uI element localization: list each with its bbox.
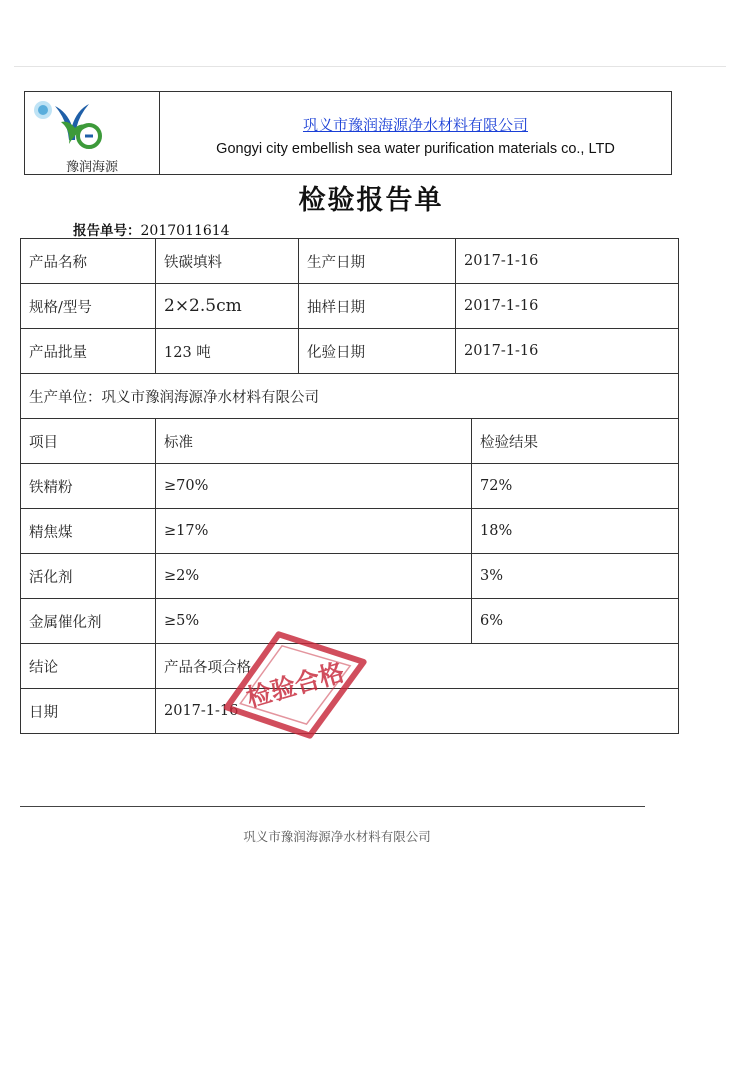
table-row <box>21 464 679 509</box>
sampling-date-label: 抽样日期 <box>299 284 456 329</box>
letterhead <box>24 91 672 175</box>
footer-divider <box>20 806 645 807</box>
logo-cell <box>25 92 160 174</box>
manufacturer: 生产单位：巩义市豫润海源净水材料有限公司 <box>21 374 679 419</box>
sampling-date-value: 2017-1-16 <box>456 284 679 329</box>
spec-label: 规格/型号 <box>21 284 156 329</box>
item-standard: ≥2% <box>156 554 472 599</box>
test-date-label: 化验日期 <box>299 329 456 374</box>
scan-edge-line <box>14 66 726 67</box>
test-date-value: 2017-1-16 <box>456 329 679 374</box>
item-name: 精焦煤 <box>21 509 156 554</box>
inspection-table <box>20 238 679 734</box>
table-row <box>21 509 679 554</box>
report-number <box>73 219 230 239</box>
table-header-row <box>21 419 679 464</box>
report-number-label: 报告单号： <box>73 223 141 239</box>
date-value: 2017-1-16 <box>156 689 679 734</box>
item-result: 3% <box>472 554 679 599</box>
report-number-value: 2017011614 <box>140 223 230 239</box>
company-logo-icon <box>31 96 111 156</box>
production-date-value: 2017-1-16 <box>456 239 679 284</box>
production-date-label: 生产日期 <box>299 239 456 284</box>
conclusion-label: 结论 <box>21 644 156 689</box>
footer-company: 巩义市豫润海源净水材料有限公司 <box>243 829 431 844</box>
spec-value: 2×2.5cm <box>156 284 299 329</box>
date-label: 日期 <box>21 689 156 734</box>
batch-value: 123 吨 <box>156 329 299 374</box>
item-result: 6% <box>472 599 679 644</box>
table-row <box>21 284 679 329</box>
table-row <box>21 554 679 599</box>
item-name: 活化剂 <box>21 554 156 599</box>
product-name-value: 铁碳填料 <box>156 239 299 284</box>
standard-header: 标准 <box>156 419 472 464</box>
table-row <box>21 644 679 689</box>
stamp-text: 检验合格 <box>243 657 348 713</box>
item-name: 铁精粉 <box>21 464 156 509</box>
table-row <box>21 329 679 374</box>
batch-label: 产品批量 <box>21 329 156 374</box>
company-name-cn-link[interactable]: 巩义市豫润海源净水材料有限公司 <box>302 116 528 134</box>
item-standard: ≥17% <box>156 509 472 554</box>
item-standard: ≥70% <box>156 464 472 509</box>
logo-text: 豫润海源 <box>65 160 118 175</box>
item-header: 项目 <box>21 419 156 464</box>
result-header: 检验结果 <box>472 419 679 464</box>
item-name: 金属催化剂 <box>21 599 156 644</box>
item-result: 72% <box>472 464 679 509</box>
company-name-en: Gongyi city embellish sea water purification materials co., LTD <box>216 141 615 157</box>
table-row <box>21 239 679 284</box>
table-row <box>21 374 679 419</box>
table-row <box>21 689 679 734</box>
product-name-label: 产品名称 <box>21 239 156 284</box>
table-row <box>21 599 679 644</box>
item-standard: ≥5% <box>156 599 472 644</box>
company-name-cell <box>160 92 671 174</box>
item-result: 18% <box>472 509 679 554</box>
conclusion-value: 产品各项合格 <box>156 644 679 689</box>
document-title: 检验报告单 <box>298 185 444 216</box>
